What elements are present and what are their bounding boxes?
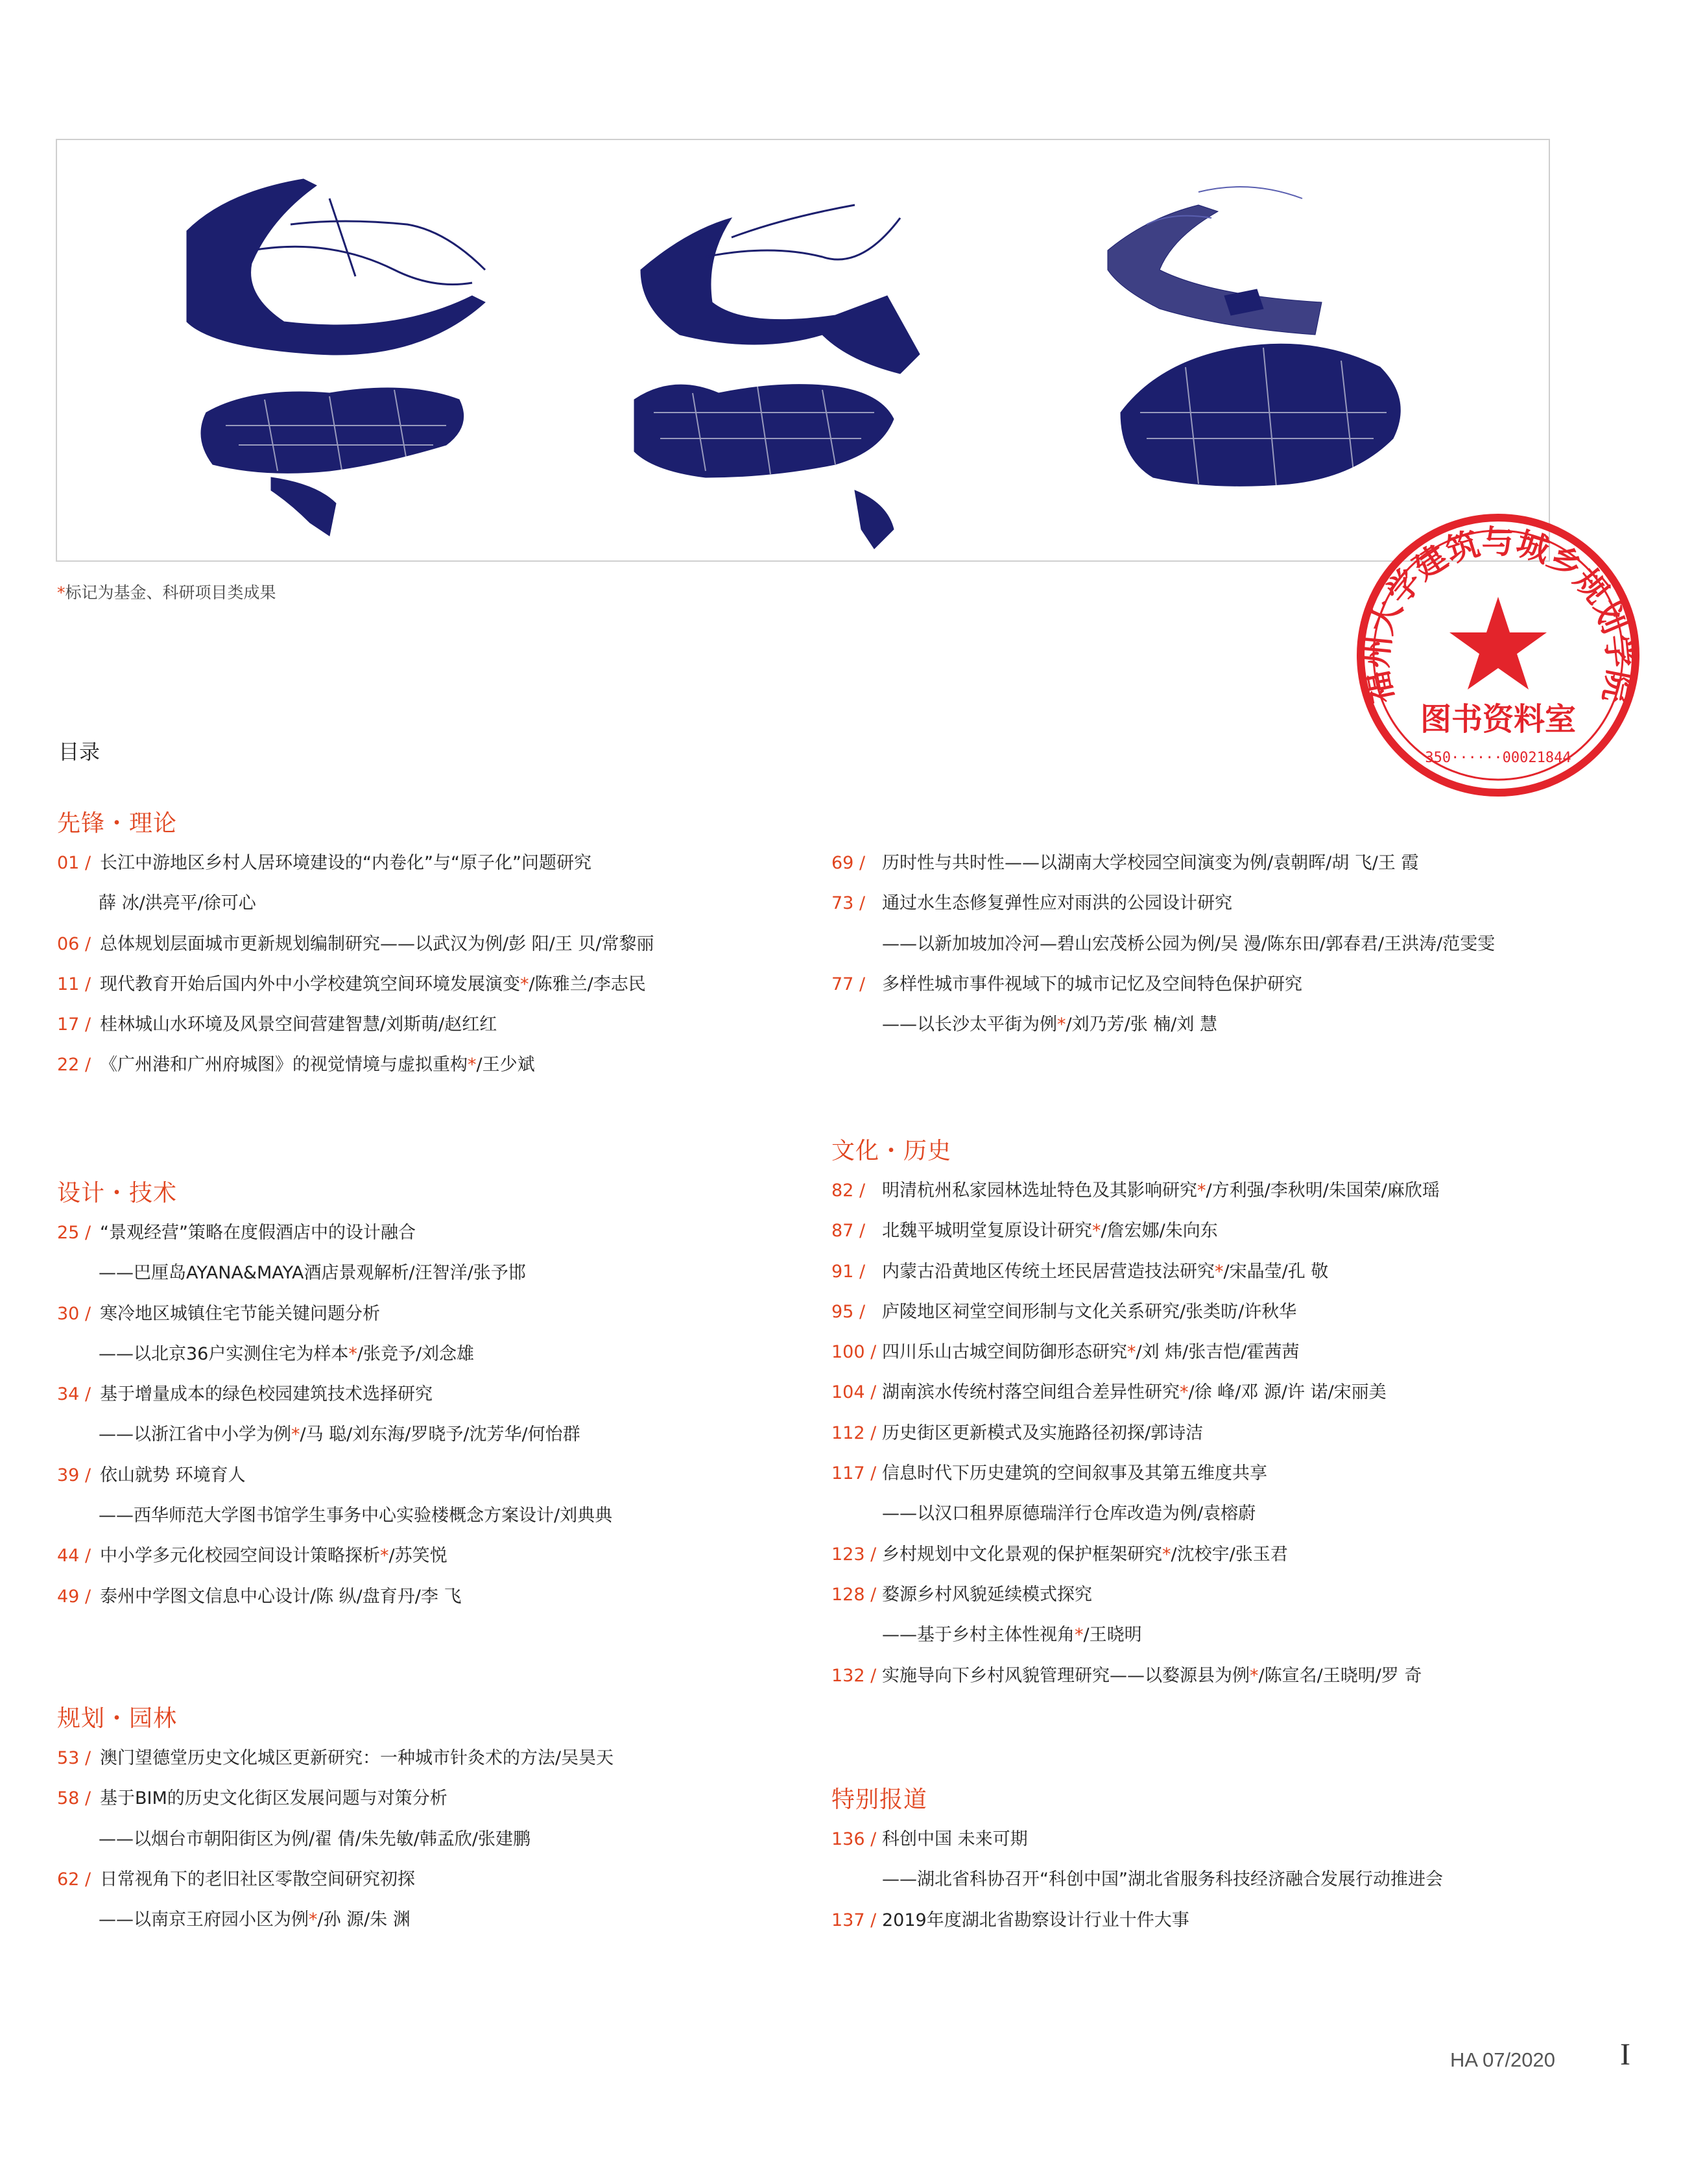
toc-entry[interactable]	[831, 843, 1649, 883]
separator: /	[853, 1181, 866, 1201]
funded-marker: *	[1250, 1665, 1259, 1686]
funded-marker: *	[1215, 1261, 1224, 1282]
toc-entry-title: 北魏平城明堂复原设计研究	[882, 1221, 1092, 1242]
toc-entry[interactable]	[831, 1454, 1649, 1494]
toc-page-number	[831, 1454, 882, 1494]
toc-page-number	[57, 1045, 100, 1085]
page-number-value: 136	[831, 1829, 865, 1849]
toc-entry[interactable]	[831, 1656, 1649, 1696]
toc-page-number	[831, 1292, 882, 1332]
toc-page-number	[831, 1575, 882, 1615]
toc-entry-title: 中小学多元化校园空间设计策略探析	[100, 1546, 380, 1566]
toc-entry[interactable]	[831, 883, 1649, 924]
toc-entry-authors: /孙 源/朱 渊	[317, 1910, 411, 1930]
separator: /	[864, 1665, 877, 1686]
section-special-report	[831, 1781, 1649, 1941]
toc-entry[interactable]	[57, 1374, 822, 1415]
toc-entry-title: ——以长沙太平街为例	[882, 1014, 1057, 1035]
toc-entry-title: 寒冷地区城镇住宅节能关键问题分析	[100, 1303, 380, 1324]
funded-marker: *	[1127, 1342, 1136, 1363]
toc-entry[interactable]	[831, 965, 1649, 1005]
page-number-value: 25	[57, 1223, 80, 1243]
separator: /	[79, 1586, 91, 1607]
page-number-value: 01	[57, 853, 80, 873]
toc-page-number	[57, 1005, 100, 1045]
toc-entry-authors: /陈宣名/王晓明/罗 奇	[1258, 1665, 1422, 1686]
separator: /	[864, 1829, 877, 1849]
section-theory-continued	[831, 843, 1649, 1045]
page-number-value: 77	[831, 974, 854, 994]
funded-marker: *	[291, 1424, 300, 1445]
toc-entry[interactable]	[57, 1045, 822, 1085]
toc-page-number	[831, 1901, 882, 1941]
separator: /	[79, 1465, 91, 1485]
toc-entry-title: 庐陵地区祠堂空间形制与文化关系研究/张类昉/许秋华	[882, 1301, 1297, 1322]
page-number-value: 104	[831, 1382, 865, 1403]
toc-entry[interactable]	[831, 1211, 1649, 1251]
caption-text: 标记为基金、科研项目类成果	[65, 583, 276, 602]
toc-entry[interactable]	[57, 1819, 822, 1860]
toc-entry-authors: /陈雅兰/李志民	[529, 974, 646, 994]
funded-marker: *	[348, 1343, 357, 1364]
separator: /	[864, 1910, 877, 1930]
toc-entry[interactable]	[831, 1252, 1649, 1292]
toc-page-number	[831, 1211, 882, 1251]
separator: /	[864, 1463, 877, 1484]
toc-entry-title: 实施导向下乡村风貌管理研究——以婺源县为例	[882, 1665, 1250, 1686]
toc-page-number	[831, 965, 882, 1005]
page-number-value: 17	[57, 1014, 80, 1035]
cover-figure	[56, 139, 1550, 562]
toc-entry-title: ——以新加坡加冷河—碧山宏茂桥公园为例/吴 漫/陈东田/郭春君/王洪涛/范雯雯	[882, 933, 1496, 954]
page-number-value: 58	[57, 1788, 80, 1809]
separator: /	[79, 853, 91, 873]
toc-entry[interactable]	[57, 924, 822, 965]
toc-entry[interactable]	[57, 965, 822, 1005]
toc-page-number	[57, 965, 100, 1005]
toc-entry[interactable]	[57, 843, 822, 883]
figure-caption	[57, 580, 276, 603]
toc-entry-title: 《广州港和广州府城图》的视觉情境与虚拟重构	[100, 1055, 468, 1075]
toc-entry-title: 多样性城市事件视域下的城市记忆及空间特色保护研究	[882, 974, 1302, 994]
toc-entry-title: 婺源乡村风貌延续模式探究	[882, 1584, 1092, 1605]
separator: /	[79, 1748, 91, 1768]
separator: /	[853, 1221, 866, 1242]
toc-page-number	[57, 1374, 100, 1415]
toc-entry-title: 科创中国 未来可期	[882, 1829, 1028, 1849]
toc-entry[interactable]	[57, 1294, 822, 1334]
toc-page-number	[831, 1171, 882, 1211]
toc-page-number	[831, 843, 882, 883]
toc-page-number	[831, 1535, 882, 1575]
toc-entry-title: 桂林城山水环境及风景空间营建智慧/刘斯萌/赵红红	[100, 1014, 497, 1035]
toc-page-number	[57, 1213, 100, 1253]
toc-entry-title: 日常视角下的老旧社区零散空间研究初探	[100, 1869, 415, 1890]
section-title: 文化・历史	[831, 1138, 952, 1164]
toc-entry[interactable]	[57, 1900, 822, 1940]
toc-page-number	[57, 1738, 100, 1779]
toc-entry-title: 基于BIM的历史文化街区发展问题与对策分析	[100, 1788, 447, 1809]
toc-entry[interactable]	[57, 1860, 822, 1900]
page-number-value: 30	[57, 1303, 80, 1324]
toc-entry[interactable]	[831, 1332, 1649, 1373]
toc-entry-title: 基于增量成本的绿色校园建筑技术选择研究	[100, 1384, 433, 1405]
toc-page-number	[57, 1860, 100, 1900]
toc-page-number	[831, 883, 882, 924]
toc-entry-title: 澳门望德堂历史文化城区更新研究：一种城市针灸术的方法/吴昊天	[100, 1748, 614, 1768]
toc-entry-title: 历时性与共时性——以湖南大学校园空间演变为例/袁朝晖/胡 飞/王 霞	[882, 853, 1419, 873]
toc-entry-authors: /方利强/李秋明/朱国荣/麻欣瑶	[1206, 1181, 1440, 1201]
separator: /	[853, 1261, 866, 1282]
section-title: 规划・园林	[57, 1705, 178, 1732]
separator: /	[79, 1546, 91, 1566]
toc-entry[interactable]	[831, 1171, 1649, 1211]
issue-label: HA 07/2020	[1450, 2048, 1556, 2071]
stamp-inner-text: 图书资料室	[1420, 701, 1577, 738]
separator: /	[853, 893, 866, 914]
separator: /	[79, 1788, 91, 1809]
toc-entry-authors: /苏笑悦	[388, 1546, 447, 1566]
toc-entry-title: 总体规划层面城市更新规划编制研究——以武汉为例/彭 阳/王 贝/常黎丽	[100, 933, 654, 954]
toc-entry-title: 薛 冰/洪亮平/徐可心	[99, 893, 256, 914]
toc-page-number	[831, 1252, 882, 1292]
toc-entry-title: ——以浙江省中小学为例	[99, 1424, 291, 1445]
map-panels-image	[57, 140, 1549, 560]
toc-entry[interactable]	[831, 1901, 1649, 1941]
toc-page-number	[57, 1536, 100, 1576]
toc-entry[interactable]	[831, 1413, 1649, 1454]
toc-entry-title: 信息时代下历史建筑的空间叙事及其第五维度共享	[882, 1463, 1267, 1484]
toc-entry[interactable]	[831, 1819, 1649, 1860]
toc-entry[interactable]	[831, 924, 1649, 965]
library-stamp	[1349, 506, 1647, 804]
section-design	[57, 1174, 822, 1617]
page-number-value: 128	[831, 1584, 865, 1605]
section-title: 先锋・理论	[57, 810, 178, 837]
page-number-value: 69	[831, 853, 854, 873]
separator: /	[853, 1301, 866, 1322]
toc-entry[interactable]	[57, 1334, 822, 1374]
caption-star: *	[57, 583, 66, 602]
toc-entry[interactable]	[831, 1373, 1649, 1413]
toc-page-number	[831, 1373, 882, 1413]
separator: /	[864, 1584, 877, 1605]
toc-entry[interactable]	[57, 1536, 822, 1576]
toc-page-number	[831, 1332, 882, 1373]
toc-entry-authors: /宋晶莹/孔 敬	[1223, 1261, 1329, 1282]
funded-marker: *	[1092, 1221, 1101, 1242]
toc-page-number	[57, 1294, 100, 1334]
toc-entry[interactable]	[57, 1738, 822, 1779]
toc-entry[interactable]	[831, 1575, 1649, 1615]
toc-entry-title: “景观经营”策略在度假酒店中的设计融合	[100, 1223, 416, 1243]
funded-marker: *	[1075, 1625, 1084, 1646]
page-number-value: 22	[57, 1055, 80, 1075]
page-number-value: 39	[57, 1465, 80, 1485]
funded-marker: *	[1197, 1181, 1206, 1201]
separator: /	[79, 1223, 91, 1243]
toc-title: 目录	[58, 739, 101, 764]
page-number-value: 11	[57, 974, 80, 994]
stamp-number: 350······00021844	[1425, 750, 1571, 766]
page-number-value: 117	[831, 1463, 865, 1484]
toc-entry[interactable]	[57, 1253, 822, 1293]
toc-entry-title: 四川乐山古城空间防御形态研究	[882, 1342, 1127, 1363]
toc-entry[interactable]	[57, 1496, 822, 1536]
toc-entry[interactable]	[831, 1860, 1649, 1900]
toc-entry[interactable]	[57, 1415, 822, 1455]
toc-entry-title: ——基于乡村主体性视角	[882, 1625, 1075, 1646]
toc-entry-title: ——湖北省科协召开“科创中国”湖北省服务科技经济融合发展行动推进会	[882, 1869, 1443, 1890]
toc-entry-title: 现代教育开始后国内外中小学校建筑空间环境发展演变	[100, 974, 520, 994]
page-number-value: 91	[831, 1261, 854, 1282]
toc-page-number	[57, 924, 100, 965]
separator: /	[79, 974, 91, 994]
page-number-value: 53	[57, 1748, 80, 1768]
separator: /	[79, 933, 91, 954]
separator: /	[864, 1544, 877, 1565]
toc-page-number	[831, 1819, 882, 1860]
page-number-value: 82	[831, 1181, 854, 1201]
stamp-text: 福州大学建筑与城乡规划学院	[1357, 523, 1639, 707]
toc-entry-authors: /王晓明	[1083, 1625, 1142, 1646]
funded-marker: *	[468, 1055, 477, 1075]
stamp-star-icon	[1449, 597, 1547, 690]
toc-page-number	[831, 1656, 882, 1696]
section-theory	[57, 804, 822, 1086]
funded-marker: *	[1180, 1382, 1189, 1403]
funded-marker: *	[1162, 1544, 1171, 1565]
toc-entry-title: 长江中游地区乡村人居环境建设的“内卷化”与“原子化”问题研究	[100, 853, 591, 873]
toc-entry[interactable]	[57, 1456, 822, 1496]
toc-entry-title: ——西华师范大学图书馆学生事务中心实验楼概念方案设计/刘典典	[99, 1506, 613, 1526]
section-title: 设计・技术	[57, 1180, 178, 1206]
toc-entry[interactable]	[57, 1213, 822, 1253]
toc-entry-title: 历史街区更新模式及实施路径初探/郭诗洁	[882, 1422, 1204, 1443]
toc-entry-authors: /王少斌	[476, 1055, 535, 1075]
toc-entry-title: ——以南京王府园小区为例	[99, 1910, 309, 1930]
toc-entry[interactable]	[57, 1577, 822, 1617]
page-number-value: 62	[57, 1869, 80, 1890]
separator: /	[864, 1382, 877, 1403]
page-number-value: 44	[57, 1546, 80, 1566]
toc-entry[interactable]	[831, 1292, 1649, 1332]
page-number-value: 49	[57, 1586, 80, 1607]
toc-entry[interactable]	[57, 1779, 822, 1819]
page-number-value: 95	[831, 1301, 854, 1322]
toc-entry[interactable]	[831, 1005, 1649, 1045]
funded-marker: *	[309, 1910, 318, 1930]
separator: /	[864, 1422, 877, 1443]
page-number-value: 73	[831, 893, 854, 914]
page-number-value: 100	[831, 1342, 865, 1363]
toc-entry-authors: /詹宏娜/朱向东	[1101, 1221, 1218, 1242]
page-number: I	[1620, 2037, 1630, 2072]
toc-entry-title: ——以烟台市朝阳街区为例/翟 倩/朱先敏/韩孟欣/张建鹏	[99, 1829, 531, 1849]
page-number-value: 112	[831, 1422, 865, 1443]
toc-entry-authors: /沈校宇/张玉君	[1171, 1544, 1288, 1565]
page-number-value: 06	[57, 933, 80, 954]
page-number-value: 137	[831, 1910, 865, 1930]
toc-entry-title: 泰州中学图文信息中心设计/陈 纵/盘育丹/李 飞	[100, 1586, 462, 1607]
section-culture	[831, 1132, 1649, 1696]
toc-entry-authors: /张竞予/刘念雄	[357, 1343, 475, 1364]
toc-page-number	[57, 843, 100, 883]
toc-entry-title: 2019年度湖北省勘察设计行业十件大事	[882, 1910, 1189, 1930]
toc-entry[interactable]	[57, 883, 822, 924]
toc-entry-title: ——以北京36户实测住宅为样本	[99, 1343, 349, 1364]
toc-entry-title: 明清杭州私家园林选址特色及其影响研究	[882, 1181, 1197, 1201]
toc-entry[interactable]	[831, 1535, 1649, 1575]
section-title: 特别报道	[831, 1786, 928, 1813]
page-number-value: 132	[831, 1665, 865, 1686]
page-number-value: 87	[831, 1221, 854, 1242]
section-planning	[57, 1699, 822, 1940]
toc-entry[interactable]	[57, 1005, 822, 1045]
toc-entry-authors: /马 聪/刘东海/罗晓予/沈芳华/何怡群	[300, 1424, 580, 1445]
separator: /	[853, 974, 866, 994]
toc-page-number	[831, 1413, 882, 1454]
funded-marker: *	[1057, 1014, 1066, 1035]
toc-entry-title: 乡村规划中文化景观的保护框架研究	[882, 1544, 1162, 1565]
toc-entry-authors: /徐 峰/邓 源/许 诺/宋丽美	[1188, 1382, 1387, 1403]
funded-marker: *	[380, 1546, 389, 1566]
toc-entry-authors: /刘乃芳/张 楠/刘 慧	[1066, 1014, 1217, 1035]
toc-entry-authors: /刘 炜/张吉恺/霍茜茜	[1136, 1342, 1300, 1363]
toc-page-number	[57, 1779, 100, 1819]
toc-page-number	[57, 1577, 100, 1617]
separator: /	[79, 1014, 91, 1035]
toc-page-number	[57, 1456, 100, 1496]
toc-entry-title: 通过水生态修复弹性应对雨洪的公园设计研究	[882, 893, 1232, 914]
separator: /	[79, 1384, 91, 1405]
toc-entry-title: 内蒙古沿黄地区传统土坯民居营造技法研究	[882, 1261, 1215, 1282]
toc-entry-title: 依山就势 环境育人	[100, 1465, 246, 1485]
separator: /	[853, 853, 866, 873]
separator: /	[79, 1055, 91, 1075]
separator: /	[864, 1342, 877, 1363]
toc-entry[interactable]	[831, 1494, 1649, 1534]
funded-marker: *	[520, 974, 529, 994]
separator: /	[79, 1303, 91, 1324]
separator: /	[79, 1869, 91, 1890]
toc-entry-title: ——以汉口租界原德瑞洋行仓库改造为例/袁榕蔚	[882, 1504, 1256, 1524]
page-number-value: 123	[831, 1544, 865, 1565]
page-number-value: 34	[57, 1384, 80, 1405]
toc-entry-title: 湖南滨水传统村落空间组合差异性研究	[882, 1382, 1180, 1403]
toc-entry[interactable]	[831, 1615, 1649, 1655]
toc-entry-title: ——巴厘岛AYANA&MAYA酒店景观解析/汪智洋/张予邯	[99, 1263, 526, 1284]
